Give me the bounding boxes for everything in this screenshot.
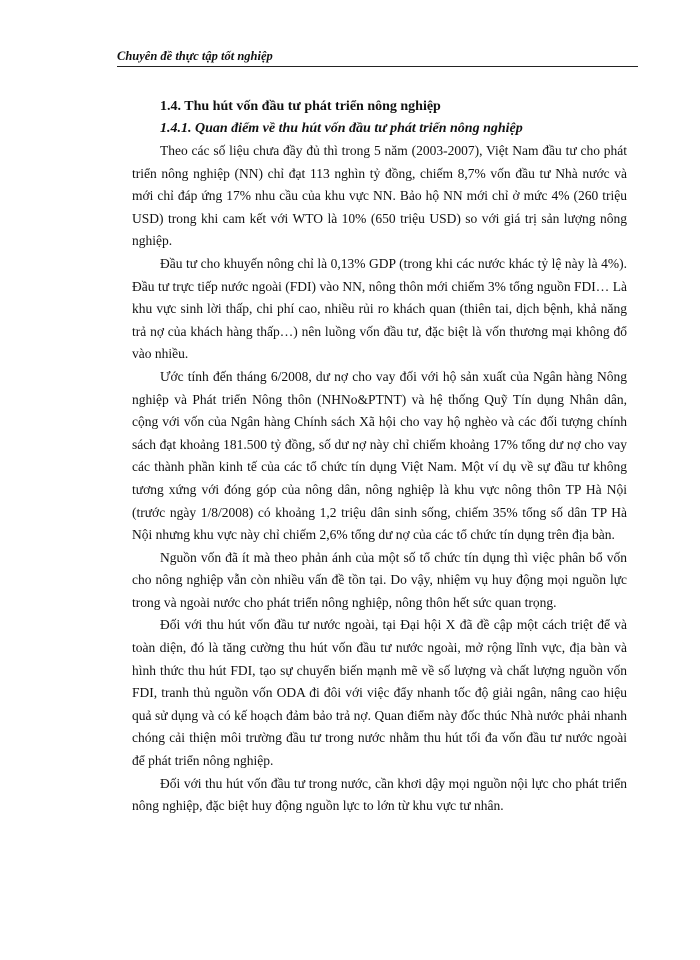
paragraph-6: Đối với thu hút vốn đầu tư trong nước, cần khơi dậy mọi nguồn nội lực cho phát triển nông nghiệp, đặc biệt huy động nguồn lực to lớn từ khu vực tư nhân. (132, 775, 627, 814)
paragraph-4: Nguồn vốn đã ít mà theo phản ánh của một số tổ chức tín dụng thì việc phân bổ vốn cho nông nghiệp vẫn còn nhiều vấn đề tồn tại. Do vậy, nhiệm vụ huy động mọi nguồn lực trong và ngoài nước cho phát triển nông nghiệp, nông thôn hết sức quan trọng. (132, 549, 627, 610)
paragraph-3: Ước tính đến tháng 6/2008, dư nợ cho vay đối với hộ sản xuất của Ngân hàng Nông nghiệp và Phát triển Nông thôn (NHNo&PTNT) và hệ thống Quỹ Tín dụng Nhân dân, cộng với vốn của Ngân hàng Chính sách Xã hội cho vay hộ nghèo và các đối tượng chính sách đạt khoảng 181.500 tỷ đồng, số dư nợ này chỉ chiếm khoảng 17% tổng dư nợ cho vay các thành phần kinh tế của các tổ chức tín dụng Việt Nam. Một ví dụ về sự đầu tư không tương xứng với đóng góp của nông dân, nông nghiệp là khu vực nông thôn TP Hà Nội (trước ngày 1/8/2008) có khoảng 1,2 triệu dân sinh sống, chiếm 35% tổng số dân TP Hà Nội nhưng khu vực này chỉ chiếm 2,6% tổng dư nợ của các tổ chức tín dụng trên địa bàn. (132, 368, 627, 543)
page-header (117, 48, 638, 67)
header-title: Chuyên đề thực tập tốt nghiệp (117, 49, 273, 63)
paragraph-5: Đối với thu hút vốn đầu tư nước ngoài, tại Đại hội X đã đề cập một cách triệt để và toàn diện, đó là tăng cường thu hút vốn đầu tư nước ngoài, mở rộng lĩnh vực, địa bàn và hình thức thu hút FDI, tạo sự chuyển biến mạnh mẽ về số lượng và chất lượng nguồn vốn FDI, tranh thủ nguồn vốn ODA đi đôi với việc đẩy nhanh tốc độ giải ngân, nâng cao hiệu quả sử dụng và có kế hoạch đảm bảo trả nợ. Quan điểm này đốc thúc Nhà nước phải nhanh chóng cải thiện môi trường đầu tư trong nước nhằm thu hút tối đa vốn đầu tư nước ngoài để phát triển nông nghiệp. (132, 617, 627, 769)
document-body (132, 96, 627, 818)
section-subheading: 1.4.1. Quan điểm về thu hút vốn đầu tư phát triển nông nghiệp (160, 121, 523, 136)
paragraph-1: Theo các số liệu chưa đầy đủ thì trong 5 năm (2003-2007), Việt Nam đầu tư cho phát triển nông nghiệp (NN) chỉ đạt 113 nghìn tỷ đồng, chiếm 8,7% vốn đầu tư Nhà nước và mới chỉ đáp ứng 17% nhu cầu của khu vực NN. Bảo hộ NN mới chỉ ở mức 4% (260 triệu USD) trong khi cam kết với WTO là 10% (650 triệu USD) so với giá trị sản lượng nông nghiệp. (132, 143, 627, 249)
section-heading: 1.4. Thu hút vốn đầu tư phát triển nông nghiệp (160, 99, 441, 114)
paragraph-2: Đầu tư cho khuyến nông chỉ là 0,13% GDP (trong khi các nước khác tỷ lệ này là 4%). Đầu tư trực tiếp nước ngoài (FDI) vào NN, nông thôn mới chiếm 3% tổng nguồn FDI… Là khu vực sinh lời thấp, chi phí cao, nhiều rủi ro khách quan (thiên tai, dịch bệnh, khả năng trả nợ của khách hàng thấp…) nên luồng vốn đầu tư, đặc biệt là vốn thương mại không đổ vào nhiều. (132, 255, 627, 362)
